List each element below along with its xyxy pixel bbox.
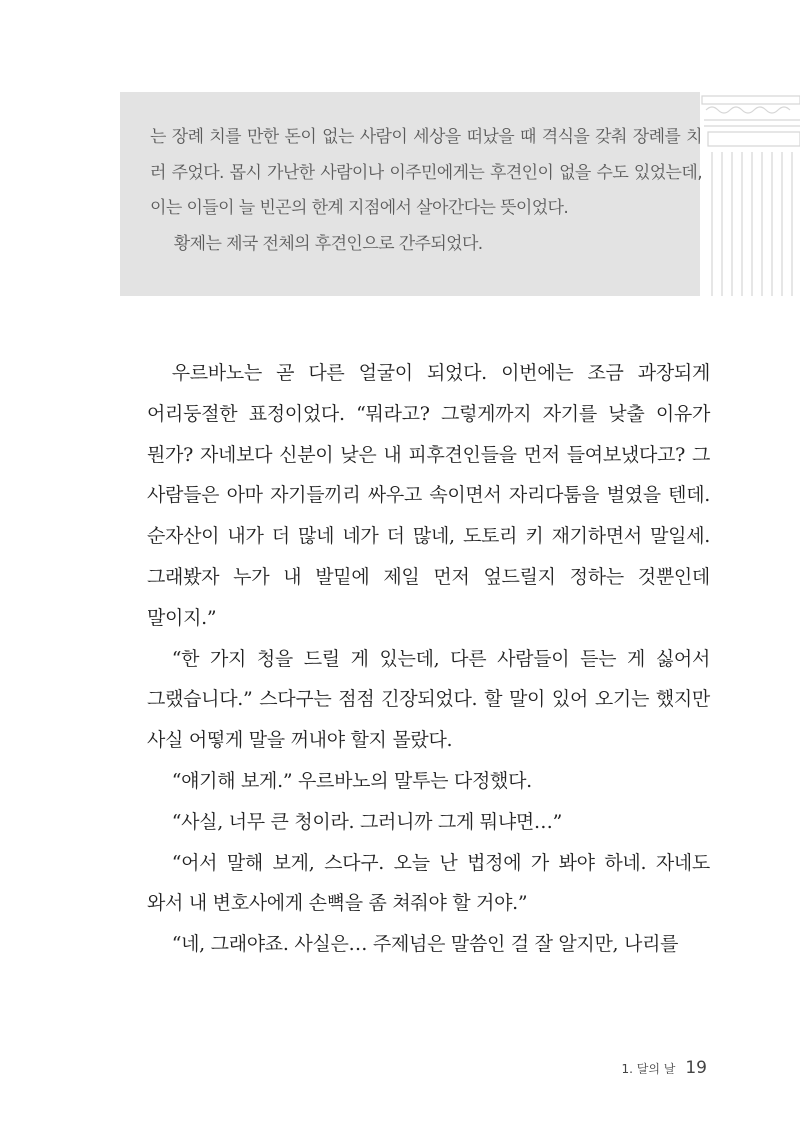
body-paragraph: “한 가지 청을 드릴 게 있는데, 다른 사람들이 듣는 게 싫어서 그랬습니다.” 스다구는 점점 긴장되었다. 할 말이 있어 오기는 했지만 사실 어떻게 말을 꺼내야 할지 몰랐다.: [147, 647, 710, 752]
body-text: [147, 353, 710, 965]
page-footer: [622, 1058, 708, 1078]
sidebar-paragraph: 황제는 제국 전체의 후견인으로 간주되었다.: [173, 233, 483, 254]
sidebar-paragraph: 는 장례 치를 만한 돈이 없는 사람이 세상을 떠났을 때 격식을 갖춰 장례를 치러 주었다. 몹시 가난한 사람이나 이주민에게는 후견인이 없을 수도 있었는데, 이는 이들이 늘 빈곤의 한계 지점에서 살아간다는 뜻이었다.: [150, 127, 702, 218]
body-paragraph: 우르바노는 곧 다른 얼굴이 되었다. 이번에는 조금 과장되게 어리둥절한 표정이었다. “뭐라고? 그렇게까지 자기를 낮출 이유가 뭔가? 자네보다 신분이 낮은 내 피후견인들을 먼저 들여보냈다고? 그 사람들은 아마 자기들끼리 싸우고 속이면서 자리다툼을 벌였을 텐데. 순자산이 내가 더 많네 네가 더 많네, 도토리 키 재기하면서 말일세. 그래봤자 누가 내 발밑에 제일 먼저 엎드릴지 정하는 것뿐인데 말이지.”: [147, 362, 710, 629]
body-paragraph: “네, 그래야죠. 사실은… 주제넘은 말씀인 걸 잘 알지만, 나리를: [171, 933, 679, 956]
body-paragraph: “얘기해 보게.” 우르바노의 말투는 다정했다.: [171, 769, 532, 792]
page-number: 19: [685, 1058, 707, 1078]
column-ornament-icon: [700, 92, 800, 296]
chapter-title: 1. 달의 날: [621, 1062, 676, 1076]
body-paragraph: “어서 말해 보게, 스다구. 오늘 난 법정에 가 봐야 하네. 자네도 와서 내 변호사에게 손뼉을 좀 쳐줘야 할 거야.”: [147, 851, 710, 915]
sidebar-text: [150, 120, 702, 262]
body-paragraph: “사실, 너무 큰 청이라. 그러니까 그게 뭐냐면…”: [171, 810, 563, 833]
